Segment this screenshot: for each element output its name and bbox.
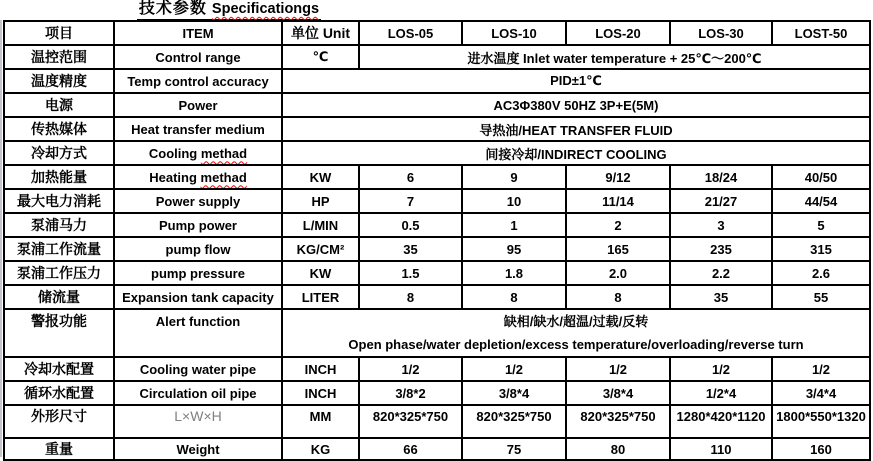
row-label-en: pump flow [114,237,282,261]
spec-value: 6 [359,165,462,189]
row-label-zh: 重量 [4,438,114,460]
spec-value: 3/8*4 [462,381,566,405]
misspelled-word: methad [200,169,247,185]
spec-table [3,20,871,461]
table-body [4,45,870,460]
page-title [0,0,458,20]
spec-value: 2.6 [772,261,870,285]
spec-value: 35 [359,237,462,261]
row-label-zh: 传热媒体 [4,117,114,141]
title-en: Specificationgs [211,1,320,17]
merged-value [282,309,870,357]
unit-cell: HP [282,189,359,213]
spec-value: 95 [462,237,566,261]
row-label-en: pump pressure [114,261,282,285]
row-label-en: Power [114,93,282,117]
spec-value: 820*325*750 [359,405,462,438]
table-row [4,309,870,357]
table-row [4,261,870,285]
spec-value: 3 [670,213,772,237]
col-header-unit: 单位 Unit [282,21,359,45]
row-label-en: Heating methad [114,165,282,189]
table-row [4,237,870,261]
spec-value: 35 [670,285,772,309]
row-label-en: Power supply [114,189,282,213]
row-label-en: L×W×H [114,405,282,438]
row-label-en: Control range [114,45,282,69]
spec-value: 5 [772,213,870,237]
page-title-text [137,0,321,20]
row-label-zh: 外形尺寸 [4,405,114,438]
title-zh: 技术参数 [138,0,207,17]
table-row [4,117,870,141]
spec-value: 1/2 [566,357,670,381]
spec-value: 66 [359,438,462,460]
spec-value: 8 [462,285,566,309]
col-header-model: LOS-30 [670,21,772,45]
row-label-zh: 循环水配置 [4,381,114,405]
col-header-model: LOS-10 [462,21,566,45]
table-row [4,189,870,213]
spec-value: 315 [772,237,870,261]
spec-value: 8 [359,285,462,309]
spec-value: 3/4*4 [772,381,870,405]
spec-value: 18/24 [670,165,772,189]
unit-cell: L/MIN [282,213,359,237]
spec-value: 1/2 [462,357,566,381]
spec-value: 80 [566,438,670,460]
unit-cell: INCH [282,381,359,405]
header-row [4,21,870,45]
spec-value: 1.5 [359,261,462,285]
table-header [4,21,870,45]
unit-cell: KG/CM² [282,237,359,261]
table-row [4,405,870,438]
row-label-en: Expansion tank capacity [114,285,282,309]
unit-cell: KG [282,438,359,460]
row-label-zh: 加热能量 [4,165,114,189]
table-row [4,285,870,309]
spec-value: 2.2 [670,261,772,285]
spec-value: 165 [566,237,670,261]
table-row [4,93,870,117]
row-label-zh: 温度精度 [4,69,114,93]
spec-value: 820*325*750 [462,405,566,438]
row-label-en: Circulation oil pipe [114,381,282,405]
spec-value: 10 [462,189,566,213]
spec-value: 1800*550*1320 [772,405,870,438]
table-row [4,69,870,93]
row-label-zh: 最大电力消耗 [4,189,114,213]
table-row [4,45,870,69]
col-header-item-zh: 项目 [4,21,114,45]
table-row [4,381,870,405]
row-label-zh: 电源 [4,93,114,117]
row-label-zh: 冷却方式 [4,141,114,165]
alert-line: 缺相/缺水/超温/过载/反转 [503,314,649,329]
spec-value: 1/2 [772,357,870,381]
spec-value: 1 [462,213,566,237]
merged-value: 导热油/HEAT TRANSFER FLUID [282,117,870,141]
spec-value: 40/50 [772,165,870,189]
spec-value: 44/54 [772,189,870,213]
row-label-zh: 冷却水配置 [4,357,114,381]
spec-value: 8 [566,285,670,309]
col-header-model: LOS-05 [359,21,462,45]
col-header-model: LOS-20 [566,21,670,45]
row-label-zh: 温控范围 [4,45,114,69]
spec-value: 1/2*4 [670,381,772,405]
col-header-item-en: ITEM [114,21,282,45]
row-label-zh: 泵浦工作压力 [4,261,114,285]
spec-value: 21/27 [670,189,772,213]
spec-value: 3/8*2 [359,381,462,405]
table-row [4,165,870,189]
spec-value: 2.0 [566,261,670,285]
spec-value: 0.5 [359,213,462,237]
row-label-zh: 泵浦马力 [4,213,114,237]
row-label-en: Cooling methad [114,141,282,165]
table-row [4,141,870,165]
unit-cell: MM [282,405,359,438]
spec-value: 820*325*750 [566,405,670,438]
spec-value: 3/8*4 [566,381,670,405]
unit-cell: KW [282,261,359,285]
col-header-model: LOST-50 [772,21,870,45]
row-label-en: Heat transfer medium [114,117,282,141]
spec-value: 1/2 [359,357,462,381]
row-label-zh: 泵浦工作流量 [4,237,114,261]
spec-value: 1.8 [462,261,566,285]
row-label-en: Alert function [114,309,282,357]
row-label-zh: 储流量 [4,285,114,309]
unit-cell: LITER [282,285,359,309]
misspelled-word: methad [200,145,248,161]
spec-value: 9/12 [566,165,670,189]
merged-value: PID±1℃ [282,69,870,93]
row-label-en: Weight [114,438,282,460]
spec-value: 1/2 [670,357,772,381]
spec-value: 160 [772,438,870,460]
unit-cell: KW [282,165,359,189]
spec-value: 110 [670,438,772,460]
spec-value: 7 [359,189,462,213]
row-label-en: Cooling water pipe [114,357,282,381]
spec-value: 75 [462,438,566,460]
row-label-en: Temp control accuracy [114,69,282,93]
table-row [4,213,870,237]
spec-value: 235 [670,237,772,261]
merged-value: AC3Φ380V 50HZ 3P+E(5M) [282,93,870,117]
spec-value: 55 [772,285,870,309]
row-label-en: Pump power [114,213,282,237]
spec-value: 2 [566,213,670,237]
spec-value: 1280*420*1120 [670,405,772,438]
alert-line: Open phase/water depletion/excess temperature/overloading/reverse turn [348,337,804,352]
unit-cell: INCH [282,357,359,381]
merged-value: 间接冷却/INDIRECT COOLING [282,141,870,165]
spec-value: 11/14 [566,189,670,213]
table-row [4,357,870,381]
unit-cell: ℃ [282,45,359,69]
merged-value: 进水温度 Inlet water temperature + 25℃～200℃ [359,45,870,69]
window-edge [0,20,2,457]
spec-value: 9 [462,165,566,189]
row-label-zh: 警报功能 [4,309,114,357]
